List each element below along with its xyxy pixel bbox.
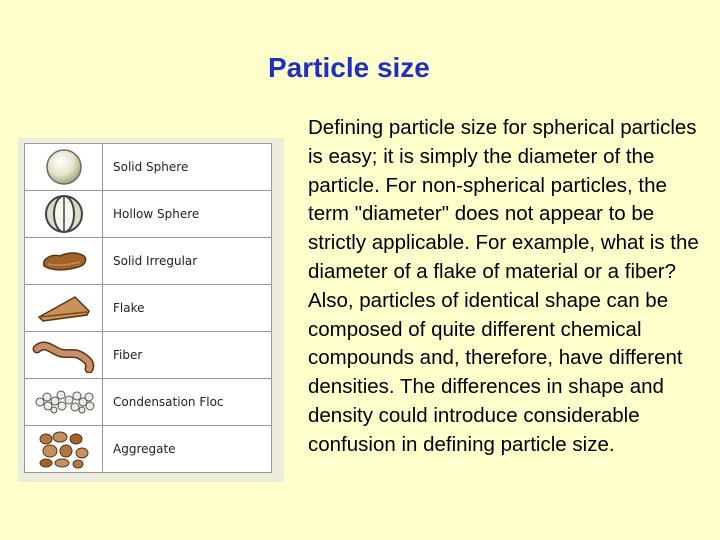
hollow-sphere-icon — [42, 193, 86, 235]
particle-shapes-table — [24, 143, 272, 473]
shape-label: Solid Irregular — [103, 238, 272, 285]
fiber-icon — [31, 337, 97, 373]
shape-label: Condensation Floc — [103, 379, 272, 426]
table-row — [25, 332, 272, 379]
shape-label: Hollow Sphere — [103, 191, 272, 238]
shape-label: Fiber — [103, 332, 272, 379]
shape-label: Flake — [103, 285, 272, 332]
table-row — [25, 426, 272, 473]
shape-label: Aggregate — [103, 426, 272, 473]
condensation-floc-icon — [32, 388, 96, 416]
shape-label: Solid Sphere — [103, 144, 272, 191]
solid-irregular-icon — [38, 246, 90, 276]
table-row — [25, 238, 272, 285]
table-row — [25, 379, 272, 426]
slide-title: Particle size — [268, 52, 430, 83]
table-row — [25, 285, 272, 332]
table-row — [25, 191, 272, 238]
slide-body-text: Defining particle size for spherical particles is easy; it is simply the diameter of the particle. For non-spherical particles, the term "diameter" does not appear to be strictly applicable. For example, what is the diameter of a flake of material or a fiber? Also, particles of identical shape can be composed of quite different chemical compounds and, therefore, have different densities. The differences in shape and density could introduce considerable confusion in defining particle size. — [308, 116, 699, 456]
table-row — [25, 144, 272, 191]
aggregate-icon — [36, 429, 92, 469]
solid-sphere-icon — [42, 147, 86, 187]
flake-icon — [35, 291, 93, 325]
